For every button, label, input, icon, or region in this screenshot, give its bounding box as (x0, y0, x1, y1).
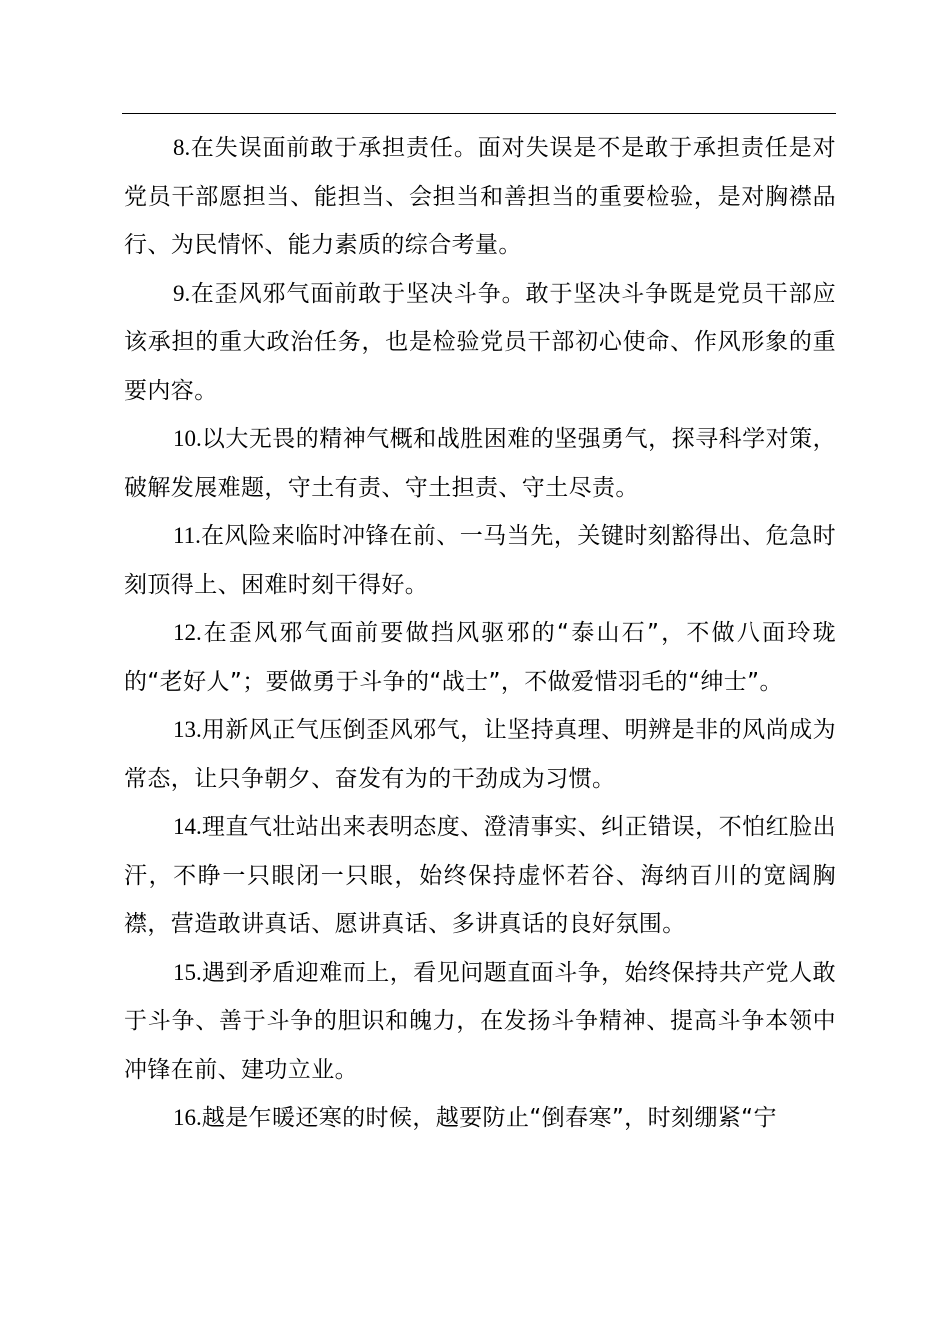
item-number: 12. (173, 620, 202, 645)
paragraph-text: 用新风正气压倒歪风邪气，让坚持真理、明辨是非的风尚成为常态，让只争朝夕、奋发有为的干劲成为习惯。 (124, 717, 836, 792)
paragraph-text: 在歪风邪气面前要做挡风驱邪的“泰山石”，不做八面玲珑的“老好人”；要做勇于斗争的“战士”，不做爱惜羽毛的“绅士”。 (124, 620, 836, 695)
paragraph-text: 理直气壮站出来表明态度、澄清事实、纠正错误，不怕红脸出汗，不睁一只眼闭一只眼，始终保持虚怀若谷、海纳百川的宽阔胸襟，营造敢讲真话、愿讲真话、多讲真话的良好氛围。 (124, 814, 836, 937)
paragraph-text: 在失误面前敢于承担责任。面对失误是不是敢于承担责任是对党员干部愿担当、能担当、会担当和善担当的重要检验，是对胸襟品行、为民情怀、能力素质的综合考量。 (124, 135, 836, 258)
item-number: 14. (173, 814, 202, 839)
item-number: 13. (173, 717, 202, 742)
paragraph-text: 在风险来临时冲锋在前、一马当先，关键时刻豁得出、危急时刻顶得上、困难时刻干得好。 (124, 523, 836, 598)
document-body (124, 124, 836, 1143)
paragraph-9 (124, 270, 836, 416)
paragraph-text: 在歪风邪气面前敢于坚决斗争。敢于坚决斗争既是党员干部应该承担的重大政治任务，也是检验党员干部初心使命、作风形象的重要内容。 (124, 280, 836, 404)
item-number: 9. (173, 280, 191, 306)
item-number: 16. (173, 1105, 202, 1130)
paragraph-11 (124, 512, 836, 609)
paragraph-10 (124, 415, 836, 512)
item-number: 11. (173, 523, 201, 548)
paragraph-text: 以大无畏的精神气概和战胜困难的坚强勇气，探寻科学对策，破解发展难题，守土有责、守土担责、守土尽责。 (124, 426, 836, 501)
paragraph-text: 遇到矛盾迎难而上，看见问题直面斗争，始终保持共产党人敢于斗争、善于斗争的胆识和魄力，在发扬斗争精神、提高斗争本领中冲锋在前、建功立业。 (124, 959, 836, 1083)
paragraph-14 (124, 803, 836, 949)
paragraph-16 (124, 1094, 836, 1143)
paragraph-13 (124, 706, 836, 803)
item-number: 15. (173, 959, 202, 985)
item-number: 8. (173, 135, 191, 160)
paragraph-8 (124, 124, 836, 270)
paragraph-15 (124, 949, 836, 1095)
paragraph-12 (124, 609, 836, 706)
paragraph-text: 越是乍暖还寒的时候，越要防止“倒春寒”，时刻绷紧“宁 (201, 1105, 777, 1131)
item-number: 10. (173, 426, 202, 451)
header-rule (122, 113, 836, 114)
